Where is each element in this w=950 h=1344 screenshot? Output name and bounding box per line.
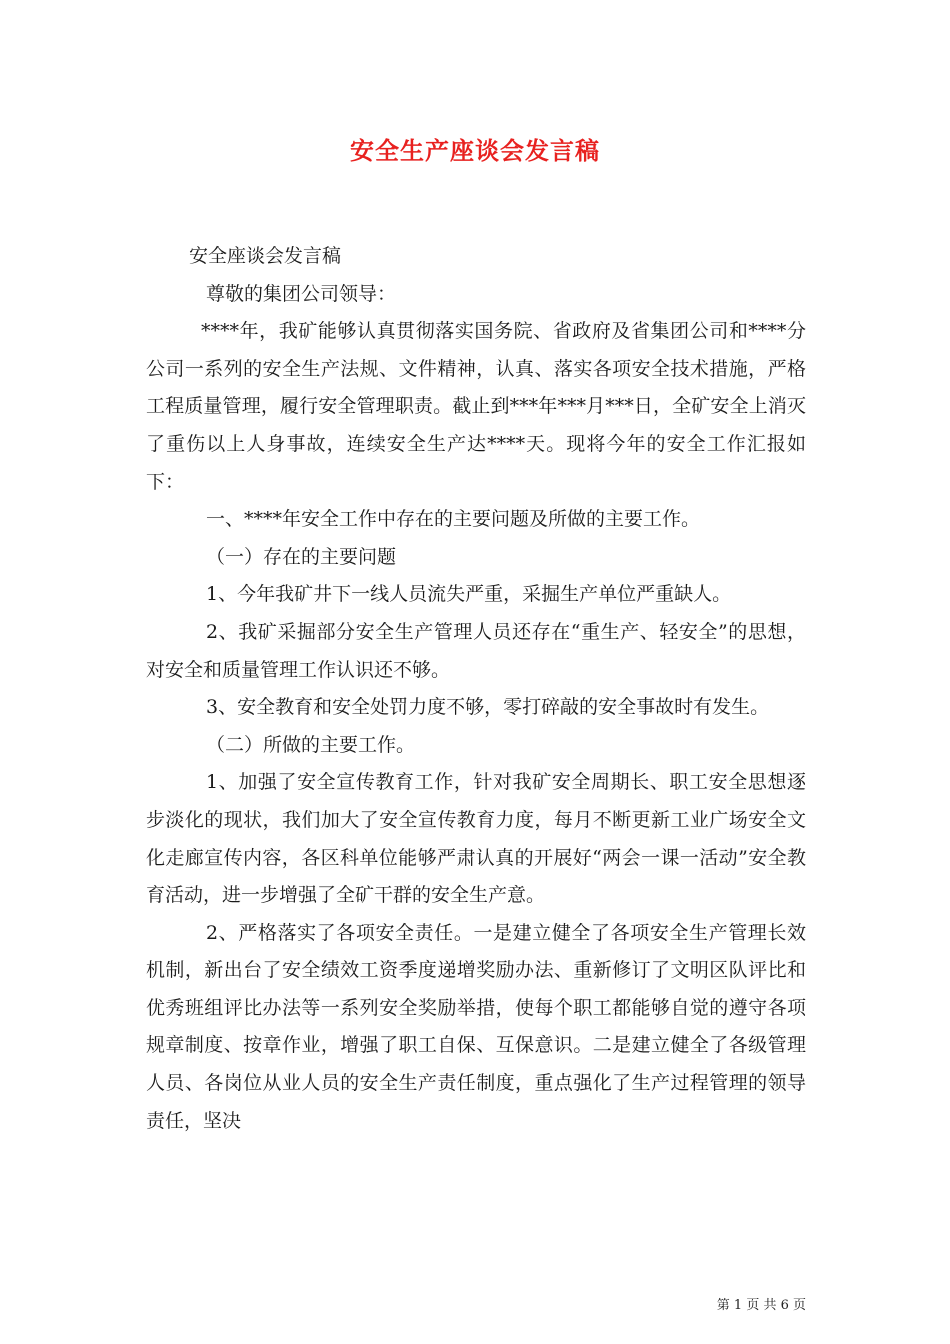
subsection-heading: （二）所做的主要工作。	[206, 733, 416, 756]
problem-item: 2、我矿采掘部分安全生产管理人员还存在“重生产、轻安全”的思想，对安全和质量管理工作认识还不够。	[146, 620, 806, 681]
document-title: 安全生产座谈会发言稿	[350, 136, 600, 165]
page-number: 第 1 页 共 6 页	[716, 1298, 806, 1313]
problem-item: 1、今年我矿井下一线人员流失严重，采掘生产单位严重缺人。	[206, 583, 732, 606]
work-item: 2、严格落实了各项安全责任。一是建立健全了各项安全生产管理长效机制，新出台了安全绩效工资季度递增奖励办法、重新修订了文明区队评比和优秀班组评比办法等一系列安全奖励举措，使每个职工都能够自觉的遵守各项规章制度、按章作业，增强了职工自保、互保意识。二是建立健全了各级管理人员、各岗位从业人员的安全生产责任制度，重点强化了生产过程管理的领导责任，坚决	[146, 921, 806, 1132]
salutation-paragraph: 尊敬的集团公司领导：	[206, 282, 397, 305]
subtitle-paragraph: 安全座谈会发言稿	[189, 245, 342, 267]
document-body	[146, 238, 806, 1140]
work-item: 1、加强了安全宣传教育工作，针对我矿安全周期长、职工安全思想逐步淡化的现状，我们加大了安全宣传教育力度，每月不断更新工业广场安全文化走廊宣传内容，各区科单位能够严肃认真的开展好“两会一课一活动”安全教育活动，进一步增强了全矿干群的安全生产意。	[146, 771, 806, 907]
intro-paragraph: ****年，我矿能够认真贯彻落实国务院、省政府及省集团公司和****分公司一系列的安全生产法规、文件精神，认真、落实各项安全技术措施，严格工程质量管理，履行安全管理职责。截止到***年***月***日，全矿安全上消灭了重伤以上人身事故，连续安全生产达****天。现将今年的安全工作汇报如下：	[146, 320, 806, 493]
problem-item: 3、安全教育和安全处罚力度不够，零打碎敲的安全事故时有发生。	[206, 696, 770, 719]
section-heading: 一、****年安全工作中存在的主要问题及所做的主要工作。	[206, 508, 701, 531]
subsection-heading: （一）存在的主要问题	[206, 545, 397, 568]
